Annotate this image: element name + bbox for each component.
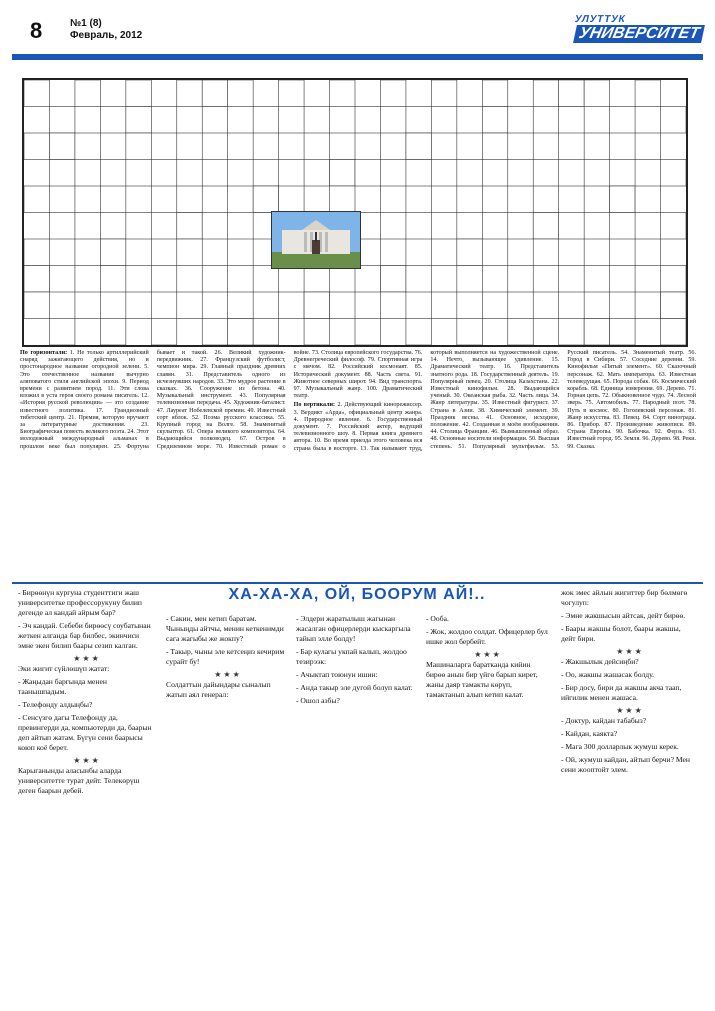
crossword-cell xyxy=(100,213,125,240)
right-line: - Мага 300 долларлык жумуш керек. xyxy=(561,742,679,751)
crossword-cell xyxy=(559,80,584,107)
crossword-cell xyxy=(126,239,151,266)
crossword-answers xyxy=(20,350,696,578)
joke-line: - Бар кулагы укпай калып, жолдоо тезирээк: xyxy=(296,647,407,666)
crossword-cell xyxy=(508,213,533,240)
humor-block xyxy=(162,584,552,1004)
crossword-cell xyxy=(126,133,151,160)
crossword-cell xyxy=(457,266,482,293)
crossword-cell xyxy=(75,292,100,319)
crossword-cell xyxy=(355,160,380,187)
crossword-cell xyxy=(330,160,355,187)
crossword-cell xyxy=(533,133,558,160)
crossword-cell xyxy=(431,186,456,213)
crossword-cell xyxy=(279,186,304,213)
right-line: - Оо, жакшы жашасак болду. xyxy=(561,670,655,679)
crossword-cell xyxy=(482,292,507,319)
crossword-cell xyxy=(49,107,74,134)
joke-line: - Такыр, чыны эле кетсеңиз кечирим сурайт бу! xyxy=(166,647,285,666)
crossword-cell xyxy=(151,266,176,293)
crossword-cell xyxy=(584,319,609,346)
crossword-cell xyxy=(482,239,507,266)
university-building-image xyxy=(272,212,360,268)
crossword-cell xyxy=(380,292,405,319)
crossword-cell xyxy=(457,319,482,346)
crossword-cell xyxy=(431,80,456,107)
crossword-cell xyxy=(24,266,49,293)
crossword-cell xyxy=(406,133,431,160)
joke-line: - Жок, жолдоо солдат. Офицерлер бул ишке жол бербейт. xyxy=(426,627,548,646)
crossword-cell xyxy=(533,186,558,213)
crossword-cell xyxy=(253,319,278,346)
crossword-cell xyxy=(253,160,278,187)
crossword-cell xyxy=(304,107,329,134)
answers-down: По вертикали: 2. Действующий кинорежиссер. 3. Вердикт «Арда», официальный центр жанра. 4. Природное явление. 6. Государственный документ. 7. Российский актер, ведущий телевизионного шоу. 8. Первая книга древнего автора. 10. Во время приезда этого человека вся страна была в восторге. 13. Так называют труд, который выполняется на художественной сцене. 14. Нечто, вызывающее удивление. 15. Драматический театр. 16. Представитель знатного рода. 18. Государственный деятель. 19. Популярный певец. 20. Столица Казахстана. 22. Известный кинофильм. 28. Выдающийся ученый. 30. Океанская рыба. 32. Часть лица. 34. Жанр литературы. 35. Известный фигурист. 37. Страна в Азии. 38. Химический элемент. 39. Праздник весны. 41. Основное, исходное, положение. 42. Созданная в моём воображении. 44. Столица Франции. 46. Вымышленный образ. 48. Основные носители информации. 50. Высшая степень. 51. Популярный мультфильм. 53. Русский писатель. 54. Знаменитый театр. 56. Город в Сибири. 57. Соседние деревни. 59. Кинофильм «Пятый элемент». 60. Сказочный персонаж. 62. Мать императора. 63. Известная телеведущая. 65. Порода собак. 66. Космический корабль. 68. Единица измерения. 69. Дерево. 71. Горная цепь. 72. Обыкновенное чудо. 74. Лесной зверь. 75. Автомобиль. 77. Народный поэт. 78. Путь в космос. 80. Гоголевский персонаж. 81. Жанр искусства. 83. Певец. 84. Сорт винограда. 86. Прибор. 87. Произведение живописи. 89. Страна Европы. 90. Бабочка. 92. Ферзь. 93. Известный город. 95. Земля. 96. Дерево. 98. Реки. 99. Сказка. xyxy=(293,350,696,452)
crossword-cell xyxy=(431,239,456,266)
crossword-cell xyxy=(406,319,431,346)
crossword-cell xyxy=(380,266,405,293)
crossword-cell xyxy=(610,186,635,213)
crossword-cell xyxy=(24,80,49,107)
crossword-cell xyxy=(482,107,507,134)
crossword-cell xyxy=(533,239,558,266)
crossword-cell xyxy=(49,133,74,160)
crossword-cell xyxy=(330,186,355,213)
crossword-cell xyxy=(24,292,49,319)
joke-line: - Ошол азбы? xyxy=(296,696,340,705)
stars-separator: ★ ★ ★ xyxy=(214,670,240,679)
crossword-cell xyxy=(457,213,482,240)
crossword-cell xyxy=(202,266,227,293)
header-rule xyxy=(12,54,703,60)
right-intro: жок эмес айлын жигиттер бир бөлмөгө чогулуп: xyxy=(561,588,688,607)
joke-line: - Ооба. xyxy=(426,614,449,623)
crossword-cell xyxy=(253,266,278,293)
crossword-cell xyxy=(610,213,635,240)
left-column xyxy=(12,584,160,1004)
crossword-cell xyxy=(228,186,253,213)
crossword-cell xyxy=(202,107,227,134)
page-number: 8 xyxy=(30,18,43,43)
crossword-cell xyxy=(279,80,304,107)
left-line: - Телефонду алдыңбы? xyxy=(18,700,93,709)
crossword-cell xyxy=(406,266,431,293)
crossword-cell xyxy=(177,186,202,213)
crossword-cell xyxy=(661,160,686,187)
issue-info xyxy=(70,18,142,42)
logo-bottom: УНИВЕРСИТЕТ xyxy=(573,25,705,43)
crossword-cell xyxy=(75,133,100,160)
crossword-cell xyxy=(508,319,533,346)
crossword-cell xyxy=(279,292,304,319)
joke-line: - Анда такыр эле дугой болуп калат. xyxy=(296,683,413,692)
crossword-cell xyxy=(177,80,202,107)
crossword-cell xyxy=(635,292,660,319)
crossword-cell xyxy=(304,160,329,187)
crossword-cell xyxy=(75,80,100,107)
crossword-cell xyxy=(380,186,405,213)
crossword-cell xyxy=(177,292,202,319)
crossword-cell xyxy=(304,266,329,293)
crossword-cell xyxy=(559,160,584,187)
right-line: - Бир досу, бири да жакшы акча таап, ийгилик менен жашаса. xyxy=(561,683,682,702)
issue-date: Февраль, 2012 xyxy=(70,30,143,41)
crossword-cell xyxy=(457,160,482,187)
crossword-cell xyxy=(151,319,176,346)
crossword-cell xyxy=(635,80,660,107)
left-line: - Эч кандай. Себеби бирөөсү соубатынан жеткен алганда бар билбес, экинчиси эмне экен билип баары сезип калган. xyxy=(18,621,151,650)
crossword-cell xyxy=(75,239,100,266)
crossword-cell xyxy=(24,186,49,213)
crossword-cell xyxy=(457,239,482,266)
logo-top: УЛУТТУК xyxy=(573,14,627,25)
crossword-cell xyxy=(610,266,635,293)
right-line: - Баары жакшы болот, баары жакшы, дейт бири. xyxy=(561,624,681,643)
left-line: Эки жигит сүйлөшүп жатат: xyxy=(18,664,110,673)
crossword-cell xyxy=(661,107,686,134)
newspaper-logo xyxy=(573,14,701,48)
crossword-cell xyxy=(661,213,686,240)
crossword-cell xyxy=(355,319,380,346)
crossword-cell xyxy=(202,319,227,346)
crossword-cell xyxy=(228,80,253,107)
crossword-cell xyxy=(228,133,253,160)
joke-line: - Сакин, мен кетип баратам. Чыныңды айтчы, менин кеткенимди сага жагыбы же жокпу? xyxy=(166,614,284,643)
crossword-cell xyxy=(100,266,125,293)
right-column xyxy=(555,584,703,1004)
crossword-cell xyxy=(661,266,686,293)
crossword-cell xyxy=(330,292,355,319)
crossword-cell xyxy=(584,186,609,213)
issue-number: №1 (8) xyxy=(70,18,102,29)
crossword-cell xyxy=(253,107,278,134)
crossword-cell xyxy=(406,213,431,240)
crossword-cell xyxy=(177,239,202,266)
crossword-cell xyxy=(228,292,253,319)
crossword-cell xyxy=(380,133,405,160)
crossword-cell xyxy=(380,239,405,266)
right-line: - Ой, жумуш кайдан, айтып берчи? Мен сени жооптойт элем. xyxy=(561,755,690,774)
joke-line: - Элдери жаратылыш жагынан жасалган офицерлерди кыскаргыла тайып элле болду! xyxy=(296,614,411,643)
crossword-cell xyxy=(661,292,686,319)
crossword-cell xyxy=(457,107,482,134)
crossword-cell xyxy=(482,80,507,107)
crossword-cell xyxy=(355,266,380,293)
joke-line: - Ачыктап тоюнун ишин: xyxy=(296,670,378,679)
crossword-cell xyxy=(228,239,253,266)
crossword-cell xyxy=(126,292,151,319)
left-line: - Сенсүзгө дагы Телефонду да, превингерди да, компьютерди да, баарын деп айтып жатам. Бүгүн сени баарысы коюп коё берет. xyxy=(18,713,152,752)
crossword-cell xyxy=(202,80,227,107)
joke-line: Машиналарга баратканда кийин бирөө анын бир үйгө барып кирет, жаны даяр тамакты көрүп, тамактанып алып кетип калат. xyxy=(426,660,538,699)
crossword-photo xyxy=(271,211,361,269)
crossword-cell xyxy=(482,133,507,160)
right-line: - Эмне жакшысын айтсак, дейт бирөө. xyxy=(561,611,686,620)
crossword-cell xyxy=(508,266,533,293)
crossword-cell xyxy=(431,133,456,160)
crossword-cell xyxy=(559,213,584,240)
crossword-cell xyxy=(508,107,533,134)
crossword-cell xyxy=(584,133,609,160)
crossword-cell xyxy=(330,80,355,107)
crossword-cell xyxy=(406,107,431,134)
crossword-cell xyxy=(202,160,227,187)
crossword-cell xyxy=(533,80,558,107)
stars-separator: ★ ★ ★ xyxy=(73,756,99,765)
crossword-cell xyxy=(533,292,558,319)
crossword-cell xyxy=(584,80,609,107)
crossword-cell xyxy=(508,160,533,187)
crossword-cell xyxy=(610,160,635,187)
crossword-cell xyxy=(100,319,125,346)
left-intro: - Бирөөнүн кургуна студенттиги жаш университетке профессорукуну билип дегенде ал кандай айрым бар? xyxy=(18,588,142,617)
crossword-cell xyxy=(24,239,49,266)
crossword-cell xyxy=(533,213,558,240)
crossword-cell xyxy=(482,186,507,213)
stars-separator: ★ ★ ★ xyxy=(474,650,500,659)
crossword-cell xyxy=(202,213,227,240)
crossword-cell xyxy=(228,319,253,346)
crossword-cell xyxy=(635,186,660,213)
crossword-cell xyxy=(330,133,355,160)
crossword-cell xyxy=(355,107,380,134)
humor-columns xyxy=(166,614,548,994)
crossword-cell xyxy=(49,266,74,293)
left-line: - Жаңыдан баргында менен таанышпадым. xyxy=(18,677,107,696)
crossword-cell xyxy=(304,292,329,319)
crossword-cell xyxy=(177,133,202,160)
crossword-cell xyxy=(49,213,74,240)
crossword-cell xyxy=(24,133,49,160)
crossword-cell xyxy=(151,107,176,134)
crossword-cell xyxy=(100,160,125,187)
crossword-cell xyxy=(584,239,609,266)
crossword-cell xyxy=(75,186,100,213)
crossword-cell xyxy=(279,133,304,160)
right-line: - Жакшылык дейсиңби? xyxy=(561,657,639,666)
crossword-cell xyxy=(406,160,431,187)
crossword-cell xyxy=(126,186,151,213)
crossword-cell xyxy=(177,213,202,240)
crossword-cell xyxy=(151,213,176,240)
crossword-cell xyxy=(635,239,660,266)
left-line: Карыганынды аласынбы аларда университетте турат дейт. Телекөрүш деген баарын дебей. xyxy=(18,766,140,795)
right-line: - Доктур, кайдан табабыз? xyxy=(561,716,647,725)
crossword-cell xyxy=(49,160,74,187)
stars-separator: ★ ★ ★ xyxy=(73,654,99,663)
stars-separator: ★ ★ ★ xyxy=(616,647,642,656)
right-line: - Кайдан, каякта? xyxy=(561,729,618,738)
crossword-cell xyxy=(253,186,278,213)
crossword-cell xyxy=(126,80,151,107)
crossword-cell xyxy=(380,80,405,107)
crossword-cell xyxy=(126,107,151,134)
page-header xyxy=(12,12,703,52)
crossword-cell xyxy=(635,133,660,160)
crossword-cell xyxy=(559,107,584,134)
crossword-cell xyxy=(610,107,635,134)
answers-across: По горизонтали: 1. Не только артиллерийский снаряд зажигающего действия, но и простонародное название огородной зелени. 5. Это отечественное название вычурно аляповатого стиля английской эпохи. 9. Период времени с развитием пород. 11. Эти слова вложил в уста героя своего романа писатель. 12. «История русской революции» — это создание известного политика. 17. Грандиозный тибетский центр. 21. Премия, которую вручают за литературные достижения. 23. Биографическая повесть великого поэта. 24. Этот молодежный международный альманах в прошлом веке был популярен. 25. Фортуна бывает и такой. 26. Великий художник-передвижник. 27. Французский футболист, чемпион мира. 29. Главный праздник древних славян. 31. Представитель одного из исчезнувших народов. 33. Это мудрое растение в сказках. 36. Сооружение из бетона. 40. Музыкальный инструмент. 43. Популярная телевизионная передача. 45. Художник-баталист. 47. Лауреат Нобелевской премии. 49. Известный сорт яблок. 52. Поэма русского классика. 55. Крупный город на Волге. 58. Знаменитый скульптор. 61. Опера великого композитора. 64. Выдающийся полководец. 67. Остров в Средиземном море. 70. Известный роман о войне. 73. Столица европейского государства. 76. Древнегреческий философ. 79. Спортивная игра с мячом. 82. Российский космонавт. 85. Исторический документ. 88. Часть света. 91. Животное северных широт. 94. Вид транспорта. 97. Музыкальный жанр. 100. Драматический театр. xyxy=(20,350,423,450)
humor-section xyxy=(12,584,703,1004)
crossword-cell xyxy=(559,266,584,293)
crossword-cell xyxy=(610,319,635,346)
crossword-cell xyxy=(584,292,609,319)
humor-title: ХА-ХА-ХА, ОЙ, БООРУМ АЙ!.. xyxy=(228,586,486,603)
crossword-cell xyxy=(100,107,125,134)
crossword-cell xyxy=(49,319,74,346)
crossword-cell xyxy=(151,160,176,187)
crossword-cell xyxy=(559,319,584,346)
crossword-cell xyxy=(431,292,456,319)
stars-separator: ★ ★ ★ xyxy=(616,706,642,715)
crossword-cell xyxy=(100,239,125,266)
crossword-cell xyxy=(304,319,329,346)
crossword-cell xyxy=(661,319,686,346)
joke-line: Солдаттын дайындары сыналып жатып аял генерал: xyxy=(166,680,271,699)
